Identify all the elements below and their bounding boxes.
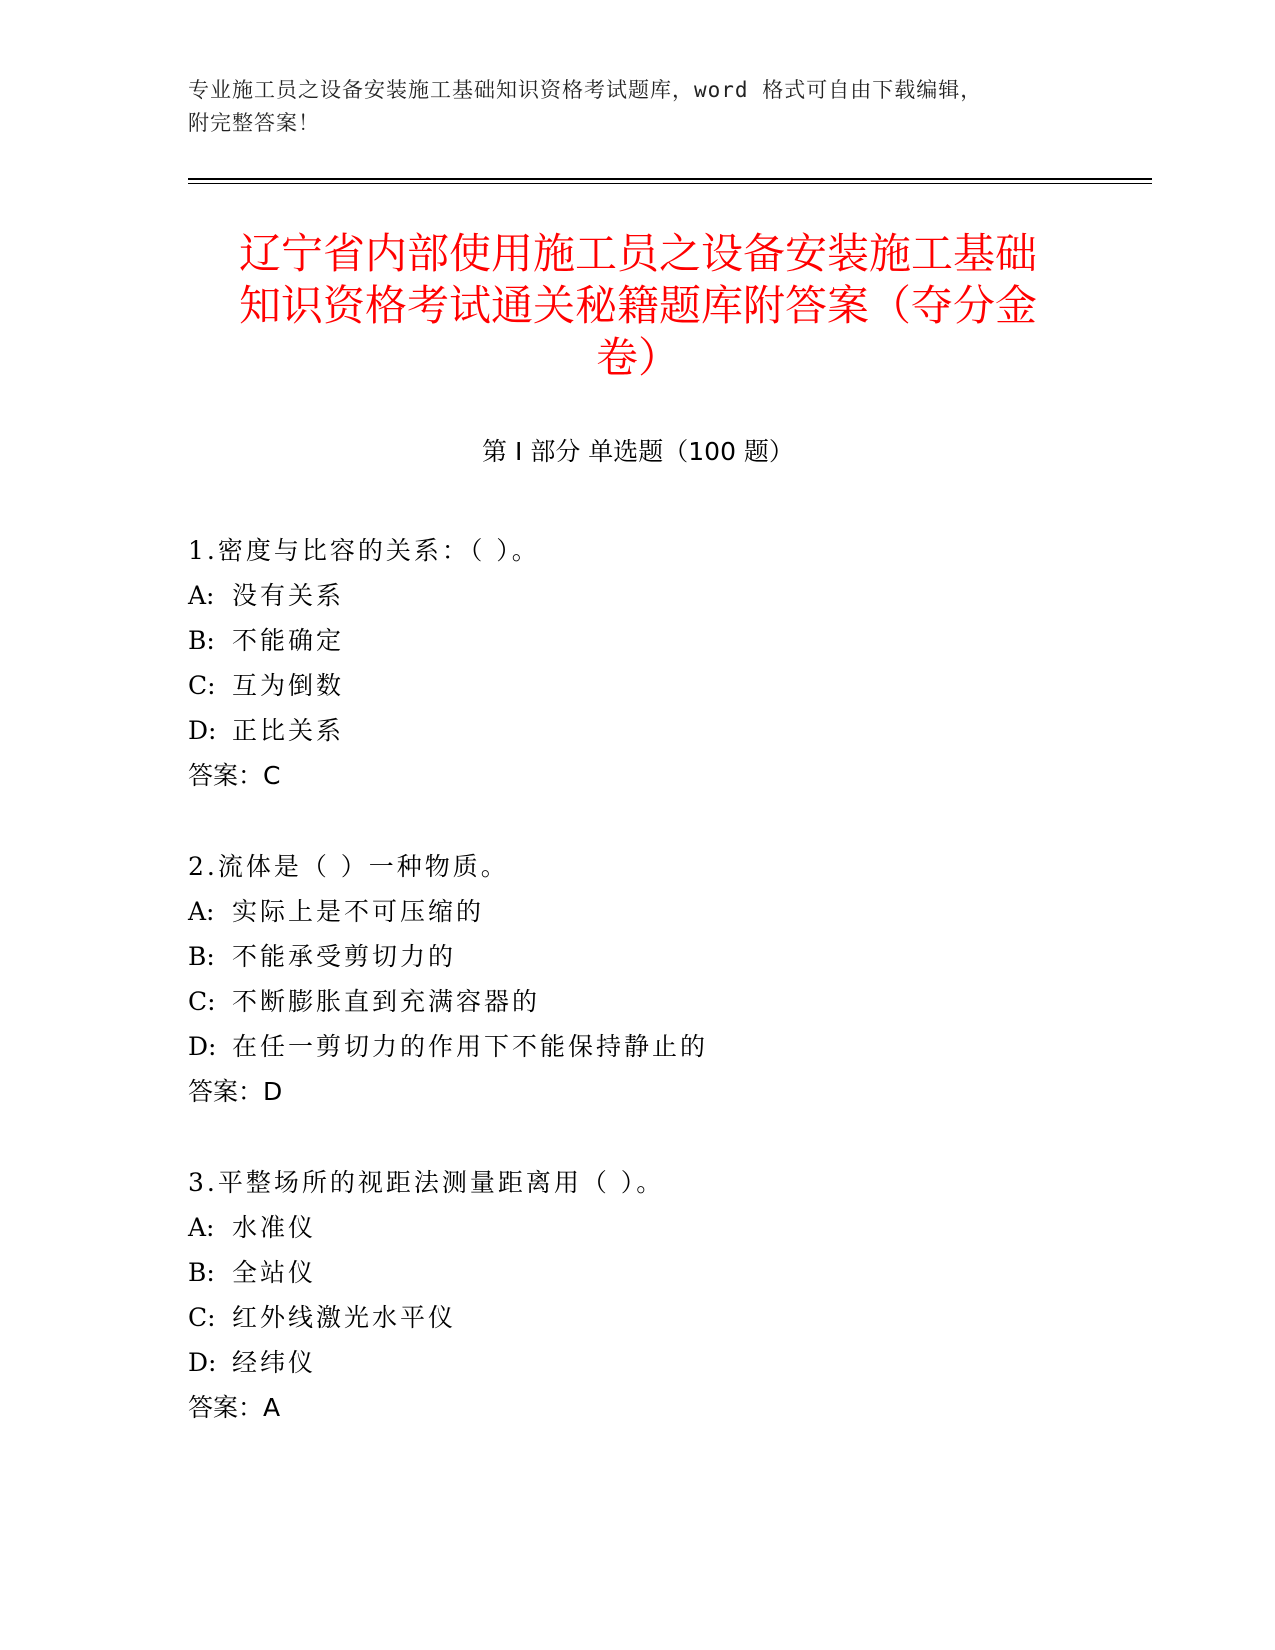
option-text: 不断膨胀直到充满容器的 <box>232 987 541 1016</box>
question-stem: 1.密度与比容的关系：（ ）。 <box>188 536 540 565</box>
option-text: 经纬仪 <box>232 1348 317 1377</box>
option-b <box>188 934 1148 979</box>
option-text: 水准仪 <box>232 1213 317 1242</box>
option-label: C: <box>188 671 216 700</box>
option-label: D: <box>188 716 217 745</box>
option-label: D: <box>188 1348 217 1377</box>
answer: 答案：D <box>188 1077 283 1106</box>
title-line-2: 知识资格考试通关秘籍题库附答案（夺分金 <box>238 281 1037 330</box>
option-text: 全站仪 <box>232 1258 317 1287</box>
option-label: C: <box>188 1303 216 1332</box>
question-3 <box>188 1160 1148 1430</box>
option-label: A: <box>188 581 215 610</box>
option-text: 在任一剪切力的作用下不能保持静止的 <box>232 1032 709 1061</box>
option-a <box>188 1205 1148 1250</box>
option-text: 不能确定 <box>232 626 345 655</box>
option-b <box>188 1250 1148 1295</box>
option-a <box>188 889 1148 934</box>
option-label: C: <box>188 987 216 1016</box>
title-line-1: 辽宁省内部使用施工员之设备安装施工基础 <box>238 229 1037 278</box>
question-2 <box>188 844 1148 1114</box>
title-line-3: 卷） <box>595 333 680 382</box>
header-note <box>188 74 1088 140</box>
header-note-line-1: 专业施工员之设备安装施工基础知识资格考试题库，word 格式可自由下载编辑， <box>188 78 983 102</box>
section-heading: 第 I 部分 单选题（100 题） <box>482 437 794 466</box>
question-list <box>188 528 1148 1476</box>
option-d <box>188 1024 1148 1069</box>
option-text: 没有关系 <box>232 581 345 610</box>
option-label: B: <box>188 1258 215 1287</box>
option-label: D: <box>188 1032 217 1061</box>
option-text: 互为倒数 <box>232 671 345 700</box>
header-divider-thick <box>188 178 1152 180</box>
option-c <box>188 663 1148 708</box>
option-label: A: <box>188 897 215 926</box>
header-note-line-2: 附完整答案！ <box>188 111 320 135</box>
header-divider-thin <box>188 183 1152 184</box>
option-text: 红外线激光水平仪 <box>232 1303 457 1332</box>
document-title <box>188 228 1088 384</box>
option-b <box>188 618 1148 663</box>
option-text: 实际上是不可压缩的 <box>232 897 485 926</box>
option-label: B: <box>188 626 215 655</box>
option-label: B: <box>188 942 215 971</box>
option-c <box>188 979 1148 1024</box>
question-stem: 2.流体是（ ）一种物质。 <box>188 852 509 881</box>
option-d <box>188 1340 1148 1385</box>
answer: 答案：A <box>188 1393 281 1422</box>
question-stem: 3.平整场所的视距法测量距离用（ ）。 <box>188 1168 665 1197</box>
question-1 <box>188 528 1148 798</box>
option-label: A: <box>188 1213 215 1242</box>
option-text: 正比关系 <box>232 716 345 745</box>
option-text: 不能承受剪切力的 <box>232 942 457 971</box>
option-d <box>188 708 1148 753</box>
option-c <box>188 1295 1148 1340</box>
answer: 答案：C <box>188 761 281 790</box>
option-a <box>188 573 1148 618</box>
